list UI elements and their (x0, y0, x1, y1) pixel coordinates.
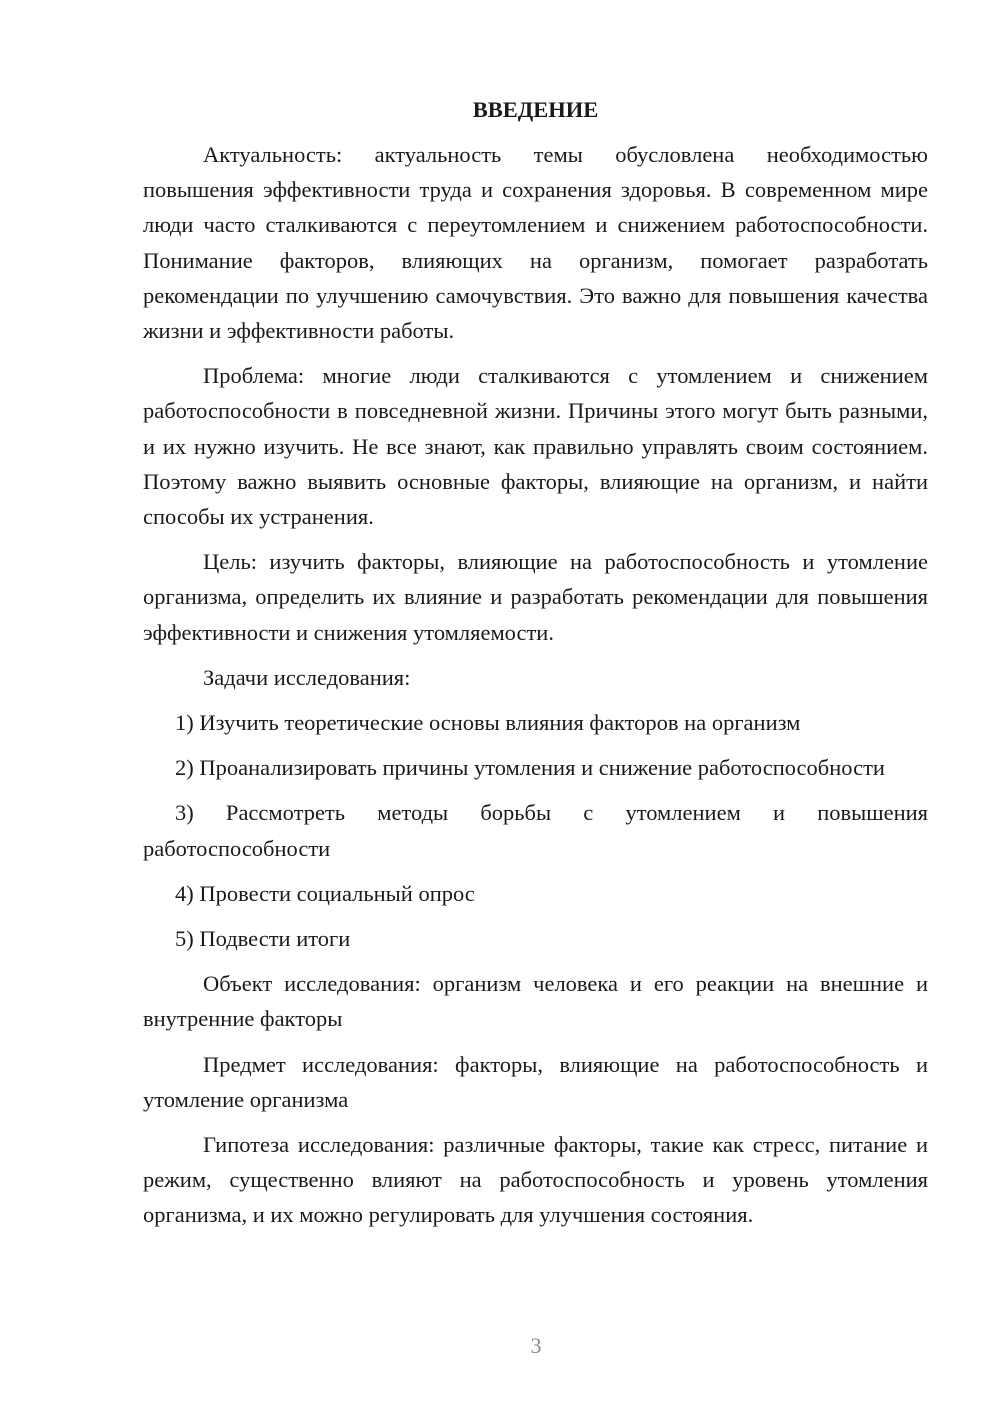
task-item-4: 4) Провести социальный опрос (175, 880, 475, 906)
task-item-5: 5) Подвести итоги (175, 926, 351, 952)
problem-paragraph: Проблема: многие люди сталкиваются с утомлением и снижением работоспособности в повседневной жизни. Причины этого могут быть разными, и их нужно изучить. Не все знают, как правильно управлять своим состоянием. Поэтому важно выявить основные факторы, влияющие на организм, и найти способы их устранения. (143, 363, 928, 530)
page-number: 3 (530, 1333, 542, 1358)
goal-paragraph: Цель: изучить факторы, влияющие на работоспособность и утомление организма, определить их влияние и разработать рекомендации для повышения эффективности и снижения утомляемости. (143, 549, 928, 645)
task-item-3: 3) Рассмотреть методы борьбы с утомлением и повышения работоспособности (143, 800, 928, 861)
tasks-heading: Задачи исследования: (203, 664, 411, 690)
page-title: ВВЕДЕНИЕ (472, 97, 599, 122)
hypothesis-paragraph: Гипотеза исследования: различные факторы, такие как стресс, питание и режим, существенно влияют на работоспособность и уровень утомления организма, и их можно регулировать для улучшения состояния. (143, 1132, 928, 1228)
task-item-2: 2) Проанализировать причины утомления и снижение работоспособности (175, 755, 885, 781)
object-paragraph: Объект исследования: организм человека и его реакции на внешние и внутренние факторы (143, 971, 928, 1032)
subject-paragraph: Предмет исследования: факторы, влияющие на работоспособность и утомление организма (143, 1051, 928, 1112)
document-page (143, 92, 928, 1243)
task-item-1: 1) Изучить теоретические основы влияния факторов на организм (175, 710, 801, 736)
relevance-paragraph: Актуальность: актуальность темы обусловлена необходимостью повышения эффективности труда и сохранения здоровья. В современном мире люди часто сталкиваются с переутомлением и снижением работоспособности. Понимание факторов, влияющих на организм, помогает разработать рекомендации по улучшению самочувствия. Это важно для повышения качества жизни и эффективности работы. (143, 142, 928, 344)
